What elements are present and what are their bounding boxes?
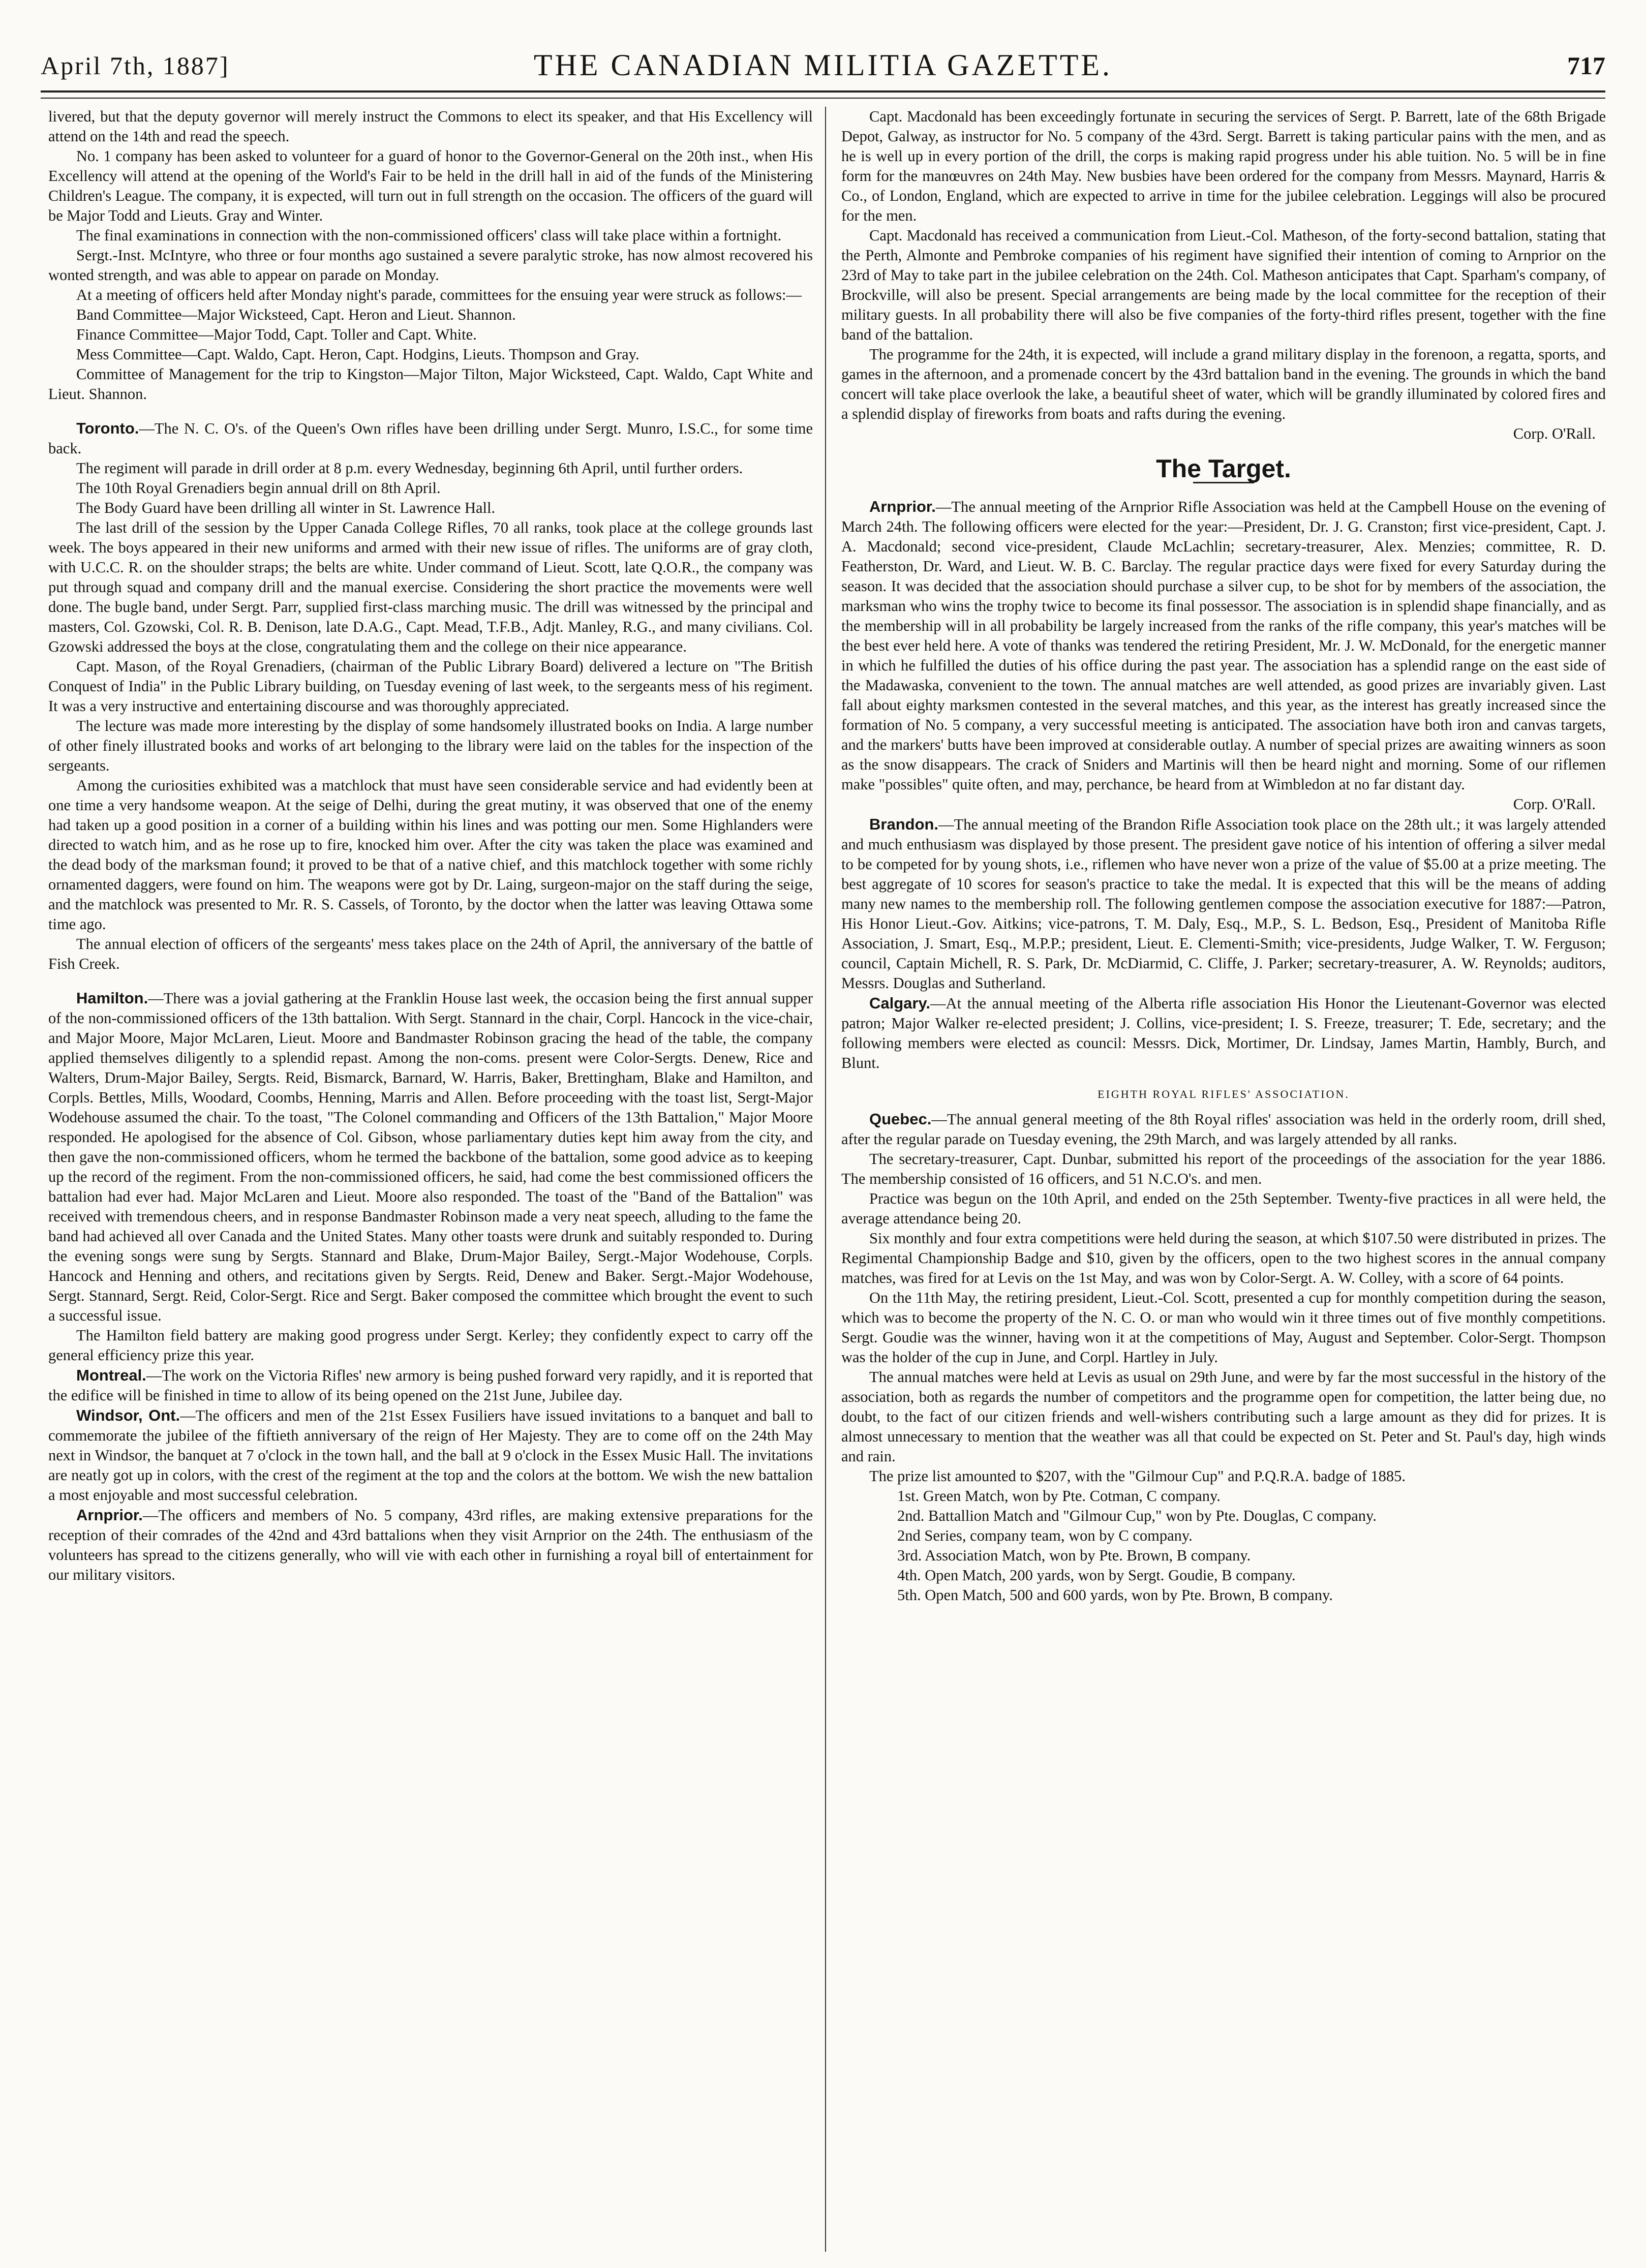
masthead-rule-thin <box>41 98 1605 99</box>
windsor-heading: Windsor, Ont. <box>76 1406 180 1424</box>
committee-line: Committee of Management for the trip to Kingston—Major Tilton, Major Wicksteed, Capt. Waldo, Capt White and Lieut. Shannon. <box>48 365 813 403</box>
paragraph-text: —The work on the Victoria Rifles' new armory is being pushed forward very rapidly, and it is reported that the edifice will be finished in time to allow of its being opened on the 21st June, Jubilee day. <box>48 1367 813 1404</box>
page-number: 717 <box>1567 51 1605 80</box>
arnprior-paragraph <box>48 1505 813 1585</box>
paragraph: The programme for the 24th, it is expected, will include a grand military display in the forenoon, a regatta, sports, and games in the afternoon, and a promenade concert by the 43rd battalion band in the evening. The grounds in which the band concert will take place overlook the lake, a beautiful sheet of water, which will be grandly illuminated by colored fires and a splendid display of fireworks from boats and rafts during the evening. <box>841 346 1606 422</box>
paragraph: At a meeting of officers held after Monday night's parade, committees for the ensuing year were struck as follows:— <box>76 286 802 303</box>
paragraph: Capt. Macdonald has been exceedingly fortunate in securing the services of Sergt. P. Barrett, late of the 68th Brigade Depot, Galway, as instructor for No. 5 company of the 43rd. Sergt. Barrett is taking particular pains with the men, and as he is well up in every portion of the drill, the corps is making rapid progress under his able tuition. No. 5 will be in fine form for the manœuvres on 24th May. New busbies have been ordered for the company from Messrs. Maynard, Harris & Co., of London, England, which are expected to arrive in time for the jubilee celebration. Leggings will also be procured for the men. <box>841 108 1606 224</box>
paragraph: The annual matches were held at Levis as usual on 29th June, and were by far the most successful in the history of the association, both as regards the number of competitors and the programme open for competition, the latter being due, no doubt, to the fact of our citizen friends and well-wishers contributing such a large amount as they did for prizes. It is almost unnecessary to mention that the weather was all that could be expected on St. Peter and St. Paul's day, high winds and rain. <box>841 1368 1606 1465</box>
windsor-paragraph <box>48 1405 813 1505</box>
issue-date: April 7th, 1887] <box>41 51 230 80</box>
paragraph: The regiment will parade in drill order at 8 p.m. every Wednesday, beginning 6th April, until further orders. <box>76 459 743 477</box>
eighth-rifles-subheading: EIGHTH ROYAL RIFLES' ASSOCIATION. <box>1098 1088 1350 1100</box>
paragraph: No. 1 company has been asked to volunteer for a guard of honor to the Governor-General on the 20th inst., when His Excellency will attend at the opening of the World's Fair to be held in the drill hall in aid of the funds of the Ministering Children's League. The company, it is expected, will turn out in full strength on the occasion. The officers of the guard will be Major Todd and Lieuts. Gray and Winter. <box>48 147 813 224</box>
paragraph: The Hamilton field battery are making good progress under Sergt. Kerley; they confidently expect to carry off the general efficiency prize this year. <box>48 1327 813 1364</box>
quebec-paragraph <box>841 1109 1606 1149</box>
paragraph-text: —The annual general meeting of the 8th Royal rifles' association was held in the orderly room, drill shed, after the regular parade on Tuesday evening, the 29th March, and was largely attended by all ranks. <box>841 1111 1606 1148</box>
prize-item: 3rd. Association Match, won by Pte. Brown, B company. <box>897 1547 1251 1564</box>
paragraph: The final examinations in connection with the non-commissioned officers' class will take place within a fortnight. <box>76 227 782 244</box>
paragraph: Six monthly and four extra competitions were held during the season, at which $107.50 were distributed in prizes. The Regimental Championship Badge and $10, given by the officers, open to the two highest scores in the annual company matches, was fired for at Levis on the 1st May, and was won by Color-Sergt. A. W. Colley, with a score of 64 points. <box>841 1230 1606 1286</box>
prize-item: 5th. Open Match, 500 and 600 yards, won by Pte. Brown, B company. <box>897 1586 1333 1604</box>
paragraph: The 10th Royal Grenadiers begin annual drill on 8th April. <box>76 479 441 497</box>
paragraph: The annual election of officers of the sergeants' mess takes place on the 24th of April, the anniversary of the battle of Fish Creek. <box>48 935 813 972</box>
committee-line: Finance Committee—Major Todd, Capt. Toller and Capt. White. <box>76 326 477 343</box>
hamilton-heading: Hamilton. <box>76 989 148 1007</box>
paragraph-text: —There was a jovial gathering at the Franklin House last week, the occasion being the first annual supper of the non-commissioned officers of the 13th battalion. With Sergt. Stannard in the chair, Corpl. Hancock in the vice-chair, and Major Moore, Major McLaren, Lieut. Moore and Bandmaster Robinson gracing the head of the table, the company applied themselves diligently to a splendid repast. Among the non-coms. present were Color-Sergts. Denew, Rice and Walters, Drum-Major Bailey, Sergts. Reid, Bismarck, Barnard, W. Harris, Baker, Brettingham, Blake and Hamilton, and Corpls. Bettles, Mills, Woodard, Coombs, Henning, Marris and Allen. Before proceeding with the toast list, Sergt-Major Wodehouse assumed the chair. To the toast, "The Colonel commanding and Officers of the 13th Battalion," Major Moore responded. He apologised for the absence of Col. Gibson, whose parliamentary duties kept him away from the city, and then gave the non-commissioned officers, whom he termed the backbone of the battalion, some good advice as to keeping up the record of the regiment. From the non-commissioned officers, he said, had come the best commissioned officers the battalion had ever had. Major McLaren and Lieut. Moore also responded. The toast of the "Band of the Battalion" was received with tremendous cheers, and in response Bandmaster Robinson made a very neat speech, alluding to the fame the band had achieved all over Canada and the United States. Many other toasts were drunk and suitably responded to. During the evening songs were sung by Sergts. Stannard and Blake, Drum-Major Bailey, Sergt.-Major Wodehouse, Corpls. Hancock and Henning and others, and recitations given by Sergts. Reid, Denew and Baker. Sergt.-Major Wodehouse, Sergt. Stannard, Sergt. Reid, Color-Sergt. Rice and Sergt. Baker composed the committee which brought the event to such a successful issue. <box>48 990 813 1324</box>
arnprior-target-paragraph <box>841 497 1606 794</box>
toronto-paragraph <box>48 418 813 458</box>
paragraph: Capt. Macdonald has received a communication from Lieut.-Col. Matheson, of the forty-second battalion, stating that the Perth, Almonte and Pembroke companies of his regiment have signified their intention of coming to Arnprior on the 23rd of May to take part in the jubilee celebration on the 24th. Col. Matheson anticipates that Capt. Sparham's company, of Brockville, will also be present. Special arrangements are being made by the local committee for the reception of their military guests. In all probability there will also be five companies of the forty-third rifles present, together with the fine band of the battalion. <box>841 227 1606 343</box>
calgary-heading: Calgary. <box>869 994 931 1012</box>
column-divider <box>825 107 826 2252</box>
arnprior-heading: Arnprior. <box>76 1506 143 1524</box>
brandon-paragraph <box>841 814 1606 993</box>
right-column <box>841 107 1606 2252</box>
paragraph: The Body Guard have been drilling all winter in St. Lawrence Hall. <box>76 499 496 516</box>
paragraph: Capt. Mason, of the Royal Grenadiers, (chairman of the Public Library Board) delivered a lecture on "The British Conquest of India" in the Public Library building, on Tuesday evening of last week, to the sergeants mess of his regiment. It was a very instructive and entertaining discourse and was thoroughly appreciated. <box>48 658 813 715</box>
paragraph-text: —At the annual meeting of the Alberta rifle association His Honor the Lieutenant-Governor was elected patron; Major Walker re-elected president; J. Collins, vice-president; I. S. Freeze, treasurer; T. Ede, secretary; and the following members were elected as council: Messrs. Dick, Mortimer, Dr. Lindsay, James Martin, Hambly, Burch, and Blunt. <box>841 995 1606 1071</box>
paragraph: On the 11th May, the retiring president, Lieut.-Col. Scott, presented a cup for monthly competition during the season, which was to become the property of the N. C. O. or man who would win it three times out of five monthly competitions. Sergt. Goudie was the winner, having won it at the competitions of May, August and September. Color-Sergt. Thompson was the holder of the cup in June, and Corpl. Hartley in July. <box>841 1289 1606 1366</box>
paragraph: The last drill of the session by the Upper Canada College Rifles, 70 all ranks, took place at the college grounds last week. The boys appeared in their new uniforms and armed with their new issue of rifles. The uniforms are of gray cloth, with U.C.C. R. on the shoulder straps; the belts are white. Under command of Lieut. Scott, late Q.O.R., the company was put through squad and company drill and the manual exercise. Considering the short practice the movements were well done. The bugle band, under Sergt. Parr, supplied first-class marching music. The drill was witnessed by the principal and masters, Col. Gzowski, Col. R. B. Denison, late D.A.G., Capt. Mead, T.F.B., Adjt. Manley, R.G., and many civilians. Col. Gzowski addressed the boys at the close, congratulating them and the college on their nice appearance. <box>48 519 813 655</box>
montreal-paragraph <box>48 1365 813 1405</box>
montreal-heading: Montreal. <box>76 1366 146 1384</box>
paragraph: livered, but that the deputy governor will merely instruct the Commons to elect its speaker, and that His Excellency will attend on the 14th and read the speech. <box>48 108 813 145</box>
prize-item: 4th. Open Match, 200 yards, won by Sergt. Goudie, B company. <box>897 1567 1296 1584</box>
calgary-paragraph <box>841 993 1606 1073</box>
paragraph-text: —The annual meeting of the Arnprior Rifle Association was held at the Campbell House on the evening of March 24th. The following officers were elected for the year:—President, Dr. J. G. Cranston; first vice-president, Capt. J. A. Macdonald; second vice-president, Claude McLachlin; secretary-treasurer, Alex. Menzies; committee, R. D. Featherston, Dr. Ward, and Lieut. W. B. C. Barclay. The regular practice days were fixed for every Saturday during the season. It was decided that the association should purchase a silver cup, to be shot for by members of the association, the marksman who wins the trophy twice to become its final possessor. The association is in splendid shape financially, and as the membership will in all probability be largely increased from the ranks of the rifle company, this year's matches will be the best ever held here. A vote of thanks was tendered the retiring President, Mr. J. W. McDonald, for the energetic manner in which he fulfilled the duties of his office during the past year. The association has a splendid range on the east side of the Madawaska, convenient to the town. The annual matches are well attended, as good prizes are invariably given. Last fall about eighty marksmen contested in the several matches, and this year, as the interest has greatly increased since the formation of No. 5 company, a very successful meeting is anticipated. The association have both iron and canvas targets, and the markers' butts have been improved at considerable outlay. A number of special prizes are awaiting winners as soon as the snow disappears. The crack of Sniders and Martinis will then be heard night and morning. Some of our riflemen make "possibles" quite often, and may, perchance, be heard from at Wimbledon at no far distant day. <box>841 498 1606 793</box>
signature: Corp. O'Rall. <box>1513 795 1596 813</box>
paragraph-text: —The N. C. O's. of the Queen's Own rifles have been drilling under Sergt. Munro, I.S.C., for some time back. <box>48 420 813 457</box>
paragraph: Sergt.-Inst. McIntyre, who three or four months ago sustained a severe paralytic stroke, has now almost recovered his wonted strength, and was able to appear on parade on Monday. <box>48 247 813 284</box>
newspaper-title: THE CANADIAN MILITIA GAZETTE. <box>533 48 1113 82</box>
masthead-rule <box>41 90 1605 93</box>
prize-item: 2nd. Battallion Match and "Gilmour Cup," won by Pte. Douglas, C company. <box>897 1507 1377 1524</box>
committee-line: Mess Committee—Capt. Waldo, Capt. Heron, Capt. Hodgins, Lieuts. Thompson and Gray. <box>76 346 639 363</box>
prize-item: 1st. Green Match, won by Pte. Cotman, C company. <box>897 1487 1221 1505</box>
arnprior-heading: Arnprior. <box>869 498 936 515</box>
left-column <box>48 107 813 2252</box>
paragraph: The lecture was made more interesting by the display of some handsomely illustrated books on India. A large number of other finely illustrated books and works of art belonging to the library were laid on the tables for the inspection of the sergeants. <box>48 717 813 774</box>
paragraph: The prize list amounted to $207, with the "Gilmour Cup" and P.Q.R.A. badge of 1885. <box>869 1467 1406 1485</box>
paragraph-text: —The annual meeting of the Brandon Rifle Association took place on the 28th ult.; it was largely attended and much enthusiasm was displayed by those present. The president gave notice of his intention of offering a silver medal to be competed for by young shots, i.e., riflemen who have never won a prize of the value of $5.00 at a prize meeting. The best aggregate of 10 scores for season's practice to take the medal. It is expected that this will be the means of adding many new names to the membership roll. The following gentlemen compose the association executive for 1887:—Patron, His Honor Lieut.-Gov. Aitkins; vice-patrons, T. M. Daly, Esq., M.P., S. L. Bedson, Esq., President of Manitoba Rifle Association, J. Smart, Esq., M.P.P.; president, Lieut. E. Clementi-Smith; vice-presidents, Judge Walker, T. W. Ferguson; council, Captain Michell, R. S. Park, Dr. McDiarmid, C. Cliffe, J. Parker; secretary-treasurer, A. W. Reynolds; auditors, Messrs. Douglas and Sutherland. <box>841 816 1606 992</box>
committee-line: Band Committee—Major Wicksteed, Capt. Heron and Lieut. Shannon. <box>76 306 516 323</box>
quebec-heading: Quebec. <box>869 1110 932 1128</box>
paragraph-text: —The officers and men of the 21st Essex Fusiliers have issued invitations to a banquet and ball to commemorate the jubilee of the fiftieth anniversary of the reign of Her Majesty. They are to come off on the 24th May next in Windsor, the banquet at 7 o'clock in the town hall, and the ball at 9 o'clock in the Essex Music Hall. The invitations are neatly got up in colors, with the crest of the regiment at the top and the colors at the bottom. We wish the new battalion a most enjoyable and most successful celebration. <box>48 1407 813 1504</box>
paragraph-text: —The officers and members of No. 5 company, 43rd rifles, are making extensive preparations for the reception of their comrades of the 42nd and 43rd battalions when they visit Arnprior on the 24th. The enthusiasm of the volunteers has spread to the citizens generally, who will vie with each other in furnishing a royal bill of entertainment for our military visitors. <box>48 1507 813 1583</box>
paragraph: The secretary-treasurer, Capt. Dunbar, submitted his report of the proceedings of the association for the year 1886. The membership consisted of 16 officers, and 51 N.C.O's. and men. <box>841 1150 1606 1187</box>
section-title-target: The Target. <box>1156 454 1291 483</box>
prize-item: 2nd Series, company team, won by C company. <box>897 1527 1193 1544</box>
paragraph: Practice was begun on the 10th April, and ended on the 25th September. Twenty-five practices in all were held, the average attendance being 20. <box>841 1190 1606 1227</box>
hamilton-paragraph <box>48 988 813 1326</box>
toronto-heading: Toronto. <box>76 419 139 437</box>
signature: Corp. O'Rall. <box>1513 425 1596 442</box>
paragraph: Among the curiosities exhibited was a matchlock that must have seen considerable service and had evidently been at one time a very handsome weapon. At the seige of Delhi, during the great mutiny, it was observed that one of the enemy had taken up a good position in a corner of a building within his lines and was potting our men. Some Highlanders were directed to watch him, and as he rose up to fire, knocked him over. After the city was taken the place was examined and the dead body of the marksman found; it proved to be that of a native chief, and this matchlock together with some richly ornamented daggers, were found on him. The weapons were got by Dr. Laing, surgeon-major on the staff during the seige, and the matchlock was presented to Mr. R. S. Cassels, of Toronto, by the doctor when the latter was leaving Ottawa some time ago. <box>48 777 813 933</box>
brandon-heading: Brandon. <box>869 815 939 833</box>
